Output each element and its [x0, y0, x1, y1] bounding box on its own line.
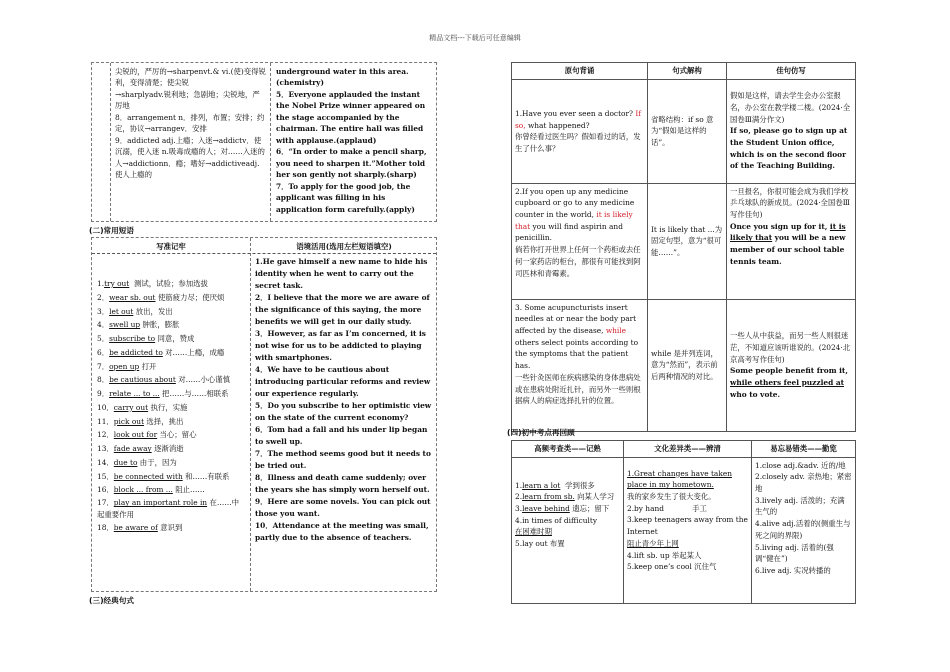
review-frequent-list	[512, 457, 624, 603]
pattern-structure: It is likely that ...为固定句型，意为“很可能……”。	[648, 183, 727, 299]
review-confusable-list: 1.close adj.&adv. 近的/地 2.closely adv. 亲热地；紧密地 3.lively adj. 活泼的；充满生气的 4.alive adj.活着的(侧重生与死之间的界限) 5.living adj. 活着的(强调“健在”) 6.live adj. 实况转播的	[752, 457, 856, 603]
pattern-original: 1.Have you ever seen a doctor? If so, what happened? 你曾经看过医生吗？假如看过的话，发生了什么事？	[512, 79, 648, 183]
list-item: 3．let out 放出，发出	[97, 306, 173, 316]
list-item: 10．carry out 执行，实施	[97, 402, 188, 412]
list-item: 9．relate ... to ... 把……与……相联系	[97, 389, 229, 399]
list-item: 17．play an important role in 在……中起重要作用	[97, 498, 240, 520]
table-row	[512, 457, 856, 603]
list-item: 4．swell up 肿胀，膨胀	[97, 320, 180, 330]
vocab-continued-table	[91, 62, 437, 222]
pattern-head-structure: 句式解构	[648, 63, 727, 80]
pattern-original: 3. Some acupuncturists insert needles at or near the body part affected by the disease, while others select points according to the symptoms that the patient has. 一些针灸医师在疾病感染的身体患病处或在患病处附近扎针，而另外一些则根据病人的病症选择扎针的位置。	[512, 299, 648, 431]
review-head-confusable: 易忘易错类——勤览	[752, 441, 856, 458]
table-row	[512, 79, 856, 183]
page-header: 精品文档---下载后可任意编辑	[429, 34, 521, 42]
pattern-imitation: 假如是这样，请去学生会办公室报名，办公室在教学楼二楼。(2024·全国卷Ⅲ满分作文) If so, please go to sign up at the Student Union office, which is on the second floor of the Teaching Building.	[727, 79, 856, 183]
list-item: 12．look out for 当心；留心	[97, 430, 197, 440]
list-item: 3.leave behind 遗忘；留下	[515, 504, 610, 514]
sentence-pattern-table	[511, 62, 855, 426]
list-item: 1.try out 测试，试验；参加选拔	[97, 279, 208, 288]
phrase-list	[94, 276, 249, 588]
pattern-original: 2.If you open up any medicine cupboard or go to any medicine counter in the world, it is likely that you will find aspirin and penicillin. 倘若你打开世界上任何一个药柜或去任何一家药店的柜台，都很有可能找到阿司匹林和青霉素。	[512, 183, 648, 299]
list-item: 15．be connected with 和……有联系	[97, 471, 230, 481]
list-item: 13．fade away 逐渐消逝	[97, 444, 184, 454]
section-common-phrases-title: (二)常用短语	[89, 226, 134, 235]
review-head-frequent: 高频考查类——记熟	[512, 441, 624, 458]
review-culture-list: 1.Great changes have taken place in my hometown. 我的家乡发生了很大变化。 2.by hand 手工 3.keep teenagers away from the Internet 阻止青少年上网 4.lift sb. up 举起某人 5.keep one’s cool 沉住气	[624, 457, 752, 603]
vocab-derivations: 尖锐的，严厉的→sharpenvt.& vi.(使)变得锐利，变得清楚；使尖锐 →sharplyadv.锐利地；急剧地；尖锐地，严厉地 8．arrangement n．排列，布置；安排；约定，协议→arrangev．安排 9．addicted adj.上瘾；入迷→addictv．使沉溺，使入迷 n.吸毒成瘾的人；对……入迷的人→addictionn．瘾；嗜好→addictiveadj.使人上瘾的	[115, 67, 266, 180]
list-item: 1.learn a lot 学到很多	[515, 480, 595, 490]
pattern-head-imitation: 佳句仿写	[727, 63, 856, 80]
pattern-imitation: 一旦报名，你很可能会成为我们学校乒乓球队的新成员。(2024·全国卷Ⅲ写作佳句) Once you sign up for it, it is likely that you will be a new member of our school table tennis team.	[727, 183, 856, 299]
list-item: 18．be aware of 意识到	[97, 522, 183, 532]
phrases-head-left: 写准记牢	[156, 242, 186, 251]
list-item: 7．open up 打开	[97, 361, 157, 371]
review-table	[511, 440, 855, 604]
list-item: 14．due to 由于，因为	[97, 457, 177, 467]
pattern-structure: while 是并列连词，意为“然而”，表示前后两种情况的对比。	[648, 299, 727, 431]
list-item: 2.learn from sb. 向某人学习	[515, 492, 615, 502]
list-item: 11．pick out 选择，挑出	[97, 416, 184, 426]
section-classic-patterns-title: (三)经典句式	[89, 596, 134, 605]
list-item: 5.lay out 布置	[515, 539, 565, 549]
table-row	[512, 183, 856, 299]
review-head-culture: 文化差异类——辨清	[624, 441, 752, 458]
phrase-sentences: 1.He gave himself a new name to hide his identity when he went to carry out the secret task. 2．I believe that the more we are aware of the significance of this saying, the more benefits we will get in our daily study. 3．However, as far as I’m concerned, it is not wise for us to be addicted to playing with smartphones. 4．We have to be cautious about introducing particular reforms and review our experience regularly. 5．Do you subscribe to her optimistic view on the state of the current economy? 6．Tom had a fall and his under lip began to swell up. 7．The method seems good but it needs to be tried out. 8．Illness and death came suddenly; over the years she has simply worn herself out. 9．Here are some novels. You can pick out those you want. 10．Attendance at the meeting was small, partly due to the absence of teachers.	[255, 257, 432, 542]
vocab-context-sentences: underground water in this area.(chemistry) 5．Everyone applauded the instant the Nobel Prize winner appeared on the stage accompanied by the chairman. The entire hall was filled with applause.(applaud) 6．“In order to make a pencil sharp, you need to sharpen it.”Mother told her son gently not sharply.(sharp) 7．To apply for the good job, the applicant was filling in his application form carefully.(apply)	[276, 67, 427, 214]
section-review-title: (四)初中考点再回顾	[507, 428, 575, 437]
phrases-table	[91, 237, 437, 592]
pattern-structure: 省略结构：if so 意为“假如是这样的话”。	[648, 79, 727, 183]
list-item: 4.in times of difficulty	[515, 515, 598, 525]
pattern-head-original: 原句背诵	[512, 63, 648, 80]
list-item: 5．subscribe to 同意，赞成	[97, 334, 195, 344]
list-item: 16．block ... from ... 阻止……	[97, 485, 205, 495]
list-item: 6．be addicted to 对……上瘾，成瘾	[97, 347, 225, 357]
list-item: 在困难时期	[515, 527, 552, 537]
phrases-head-right: 语境活用(选用左栏短语填空)	[296, 242, 392, 251]
table-row	[512, 299, 856, 431]
list-item: 8．be cautious about 对……小心谨慎	[97, 375, 230, 385]
list-item: 2．wear sb. out 使筋疲力尽；使厌烦	[97, 292, 225, 302]
pattern-imitation: 一些人从中获益，而另一些人则很迷茫，不知道应该听谁说的。(2024·北京高考写作佳句) Some people benefit from it, while others feel puzzled at who to vote.	[727, 299, 856, 431]
